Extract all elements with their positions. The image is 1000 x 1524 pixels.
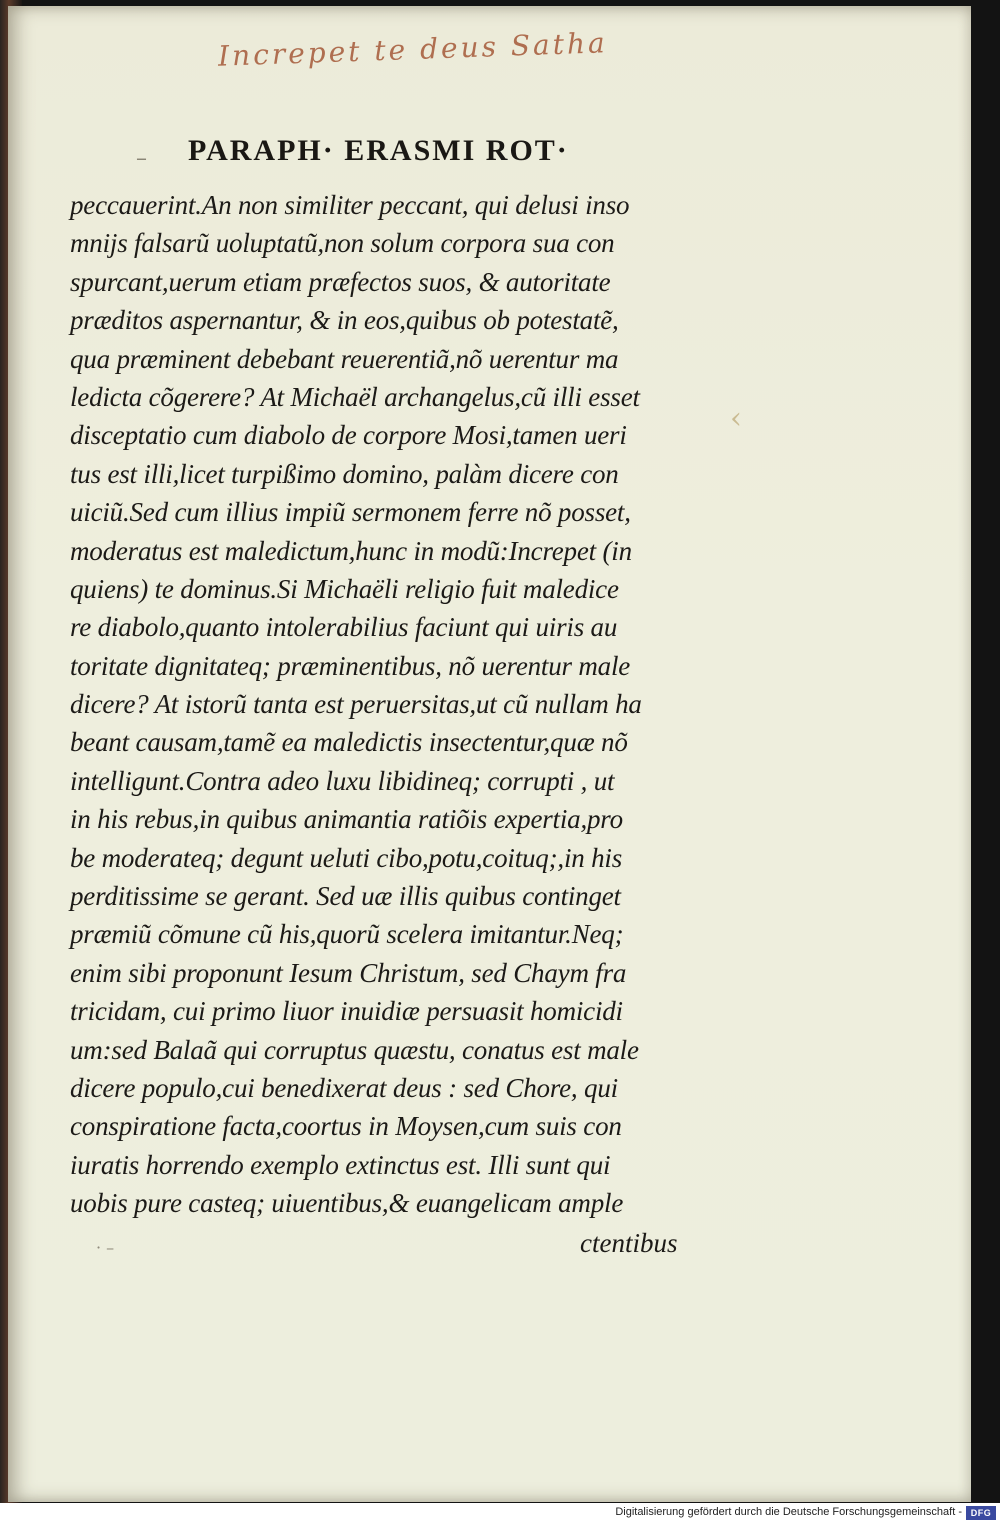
text-line: disceptatio cum diabolo de corpore Mosi,tamen ueri bbox=[70, 420, 627, 451]
ornament-dash: – bbox=[136, 146, 147, 171]
text-line: ledicta cõgerere? At Michaël archangelus,cũ illi esset bbox=[70, 381, 640, 412]
text-line: um:sed Balaã qui corruptus quæstu, conatus est male bbox=[70, 1034, 639, 1065]
digitization-footer bbox=[0, 1503, 1000, 1524]
text-line: perditissime se gerant. Sed uæ illis quibus continget bbox=[70, 881, 621, 912]
text-line: quiens) te dominus.Si Michaëli religio fuit maledice bbox=[70, 573, 619, 604]
text-line: peccauerint.An non similiter peccant, qui delusi inso bbox=[70, 190, 630, 220]
margin-pencil-mark: ‹ bbox=[730, 401, 742, 436]
text-line: mnijs falsarũ uoluptatũ,non solum corpora sua con bbox=[70, 228, 615, 259]
text-line: spurcant,uerum etiam præfectos suos, & autoritate bbox=[70, 266, 611, 297]
catchword: ctentibus bbox=[580, 1228, 678, 1258]
text-line: uiciũ.Sed cum illius impiũ sermonem ferre nõ posset, bbox=[70, 497, 631, 528]
margin-dot-mark: · – bbox=[96, 1238, 115, 1257]
text-line: in his rebus,in quibus animantia ratiõis expertia,pro bbox=[70, 804, 623, 835]
text-line: moderatus est maledictum,hunc in modũ:Increpet (in bbox=[70, 535, 632, 566]
text-line: iuratis horrendo exemplo extinctus est. Illi sunt qui bbox=[70, 1149, 611, 1180]
text-line: toritate dignitateq; præminentibus, nõ uerentur male bbox=[70, 650, 631, 681]
marginal-handwriting: Increpet te deus Satha bbox=[217, 26, 609, 73]
text-line: be moderateq; degunt ueluti cibo,potu,coituq;,in his bbox=[70, 842, 622, 873]
text-line: dicere? At istorũ tanta est peruersitas,ut cũ nullam ha bbox=[70, 689, 642, 720]
text-line: præmiũ cõmune cũ his,quorũ scelera imitantur.Neq; bbox=[70, 919, 624, 950]
text-line: tricidam, cui primo liuor inuidiæ persuasit homicidi bbox=[70, 996, 623, 1027]
text-line: tus est illi,licet turpißimo domino, palàm dicere con bbox=[70, 458, 619, 489]
text-line: dicere populo,cui benedixerat deus : sed Chore, qui bbox=[70, 1072, 618, 1103]
text-line: qua præminent debebant reuerentiã,nõ uerentur ma bbox=[70, 343, 619, 374]
text-line: conspiratione facta,coortus in Moysen,cum suis con bbox=[70, 1111, 622, 1142]
running-head: PARAPH· ERASMI ROT· bbox=[188, 134, 569, 167]
book-page bbox=[8, 6, 971, 1502]
footer-credit: Digitalisierung gefördert durch die Deutsche Forschungsgemeinschaft - bbox=[615, 1506, 962, 1518]
text-line: enim sibi proponunt Iesum Christum, sed Chaym fra bbox=[70, 957, 627, 988]
text-line: beant causam,tamẽ ea maledictis insectentur,quæ nõ bbox=[70, 727, 628, 758]
text-line: intelligunt.Contra adeo luxu libidineq; corrupti , ut bbox=[70, 765, 615, 796]
text-line: re diabolo,quanto intolerabilius faciunt qui uiris au bbox=[70, 612, 618, 643]
body-text bbox=[70, 186, 710, 1223]
text-line: præditos aspernantur, & in eos,quibus ob potestatẽ, bbox=[70, 305, 619, 336]
text-line: uobis pure casteq; uiuentibus,& euangelicam ample bbox=[70, 1188, 624, 1219]
dfg-logo: DFG bbox=[966, 1506, 996, 1520]
